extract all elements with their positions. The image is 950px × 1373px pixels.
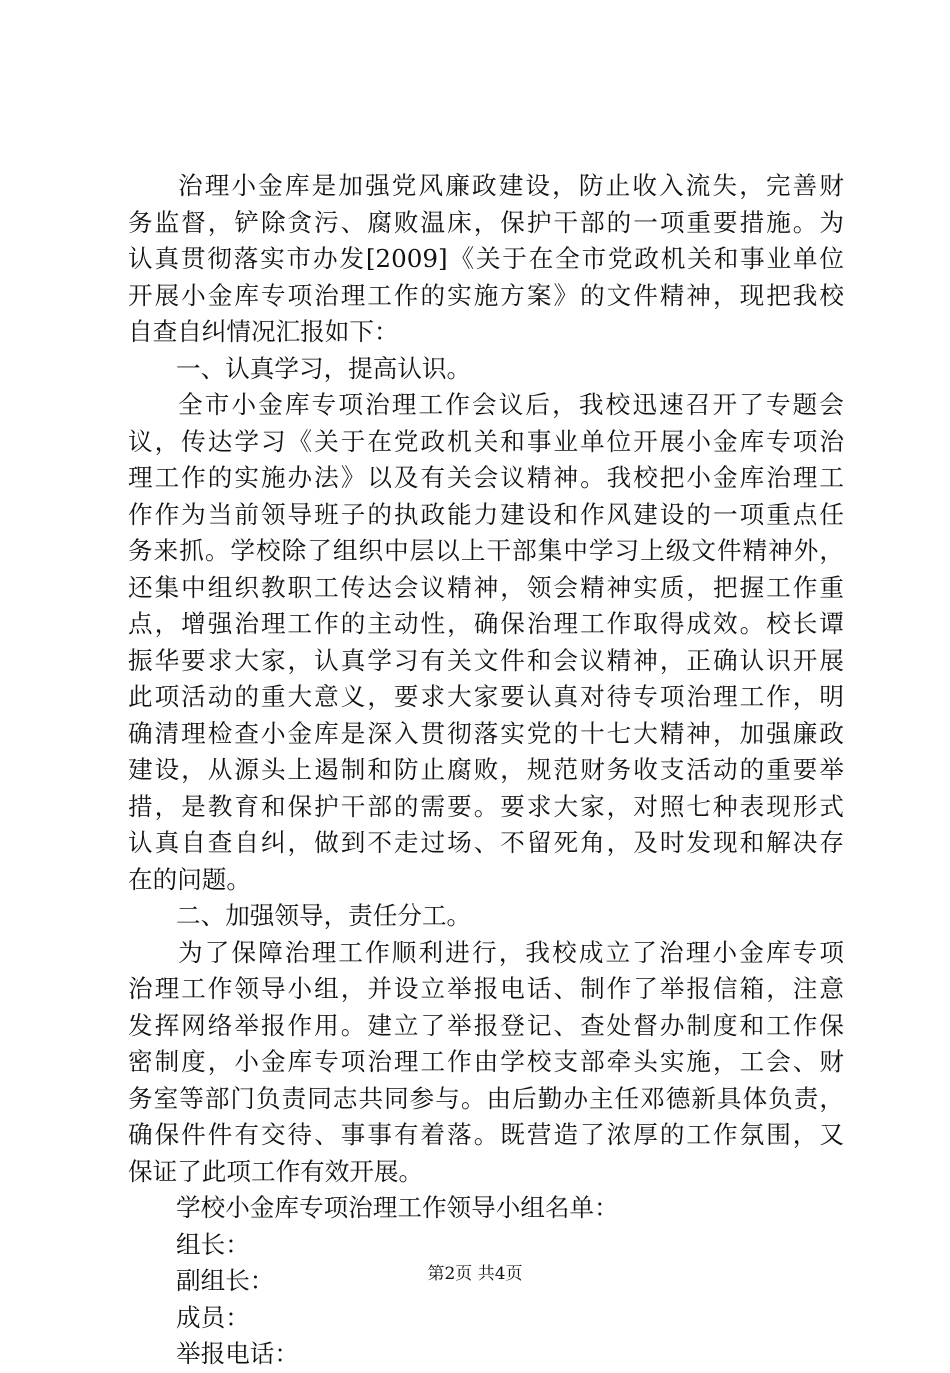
group-deputy-leader-label: 副组长： [176, 1266, 275, 1295]
group-leader-label: 组长： [176, 1229, 250, 1259]
paragraph-line: 认真自查自纠，做到不走过场、不留死角，及时发现和解决存 [128, 828, 844, 857]
paragraph-line: 务监督，铲除贪污、腐败温床，保护干部的一项重要措施。为 [128, 207, 844, 237]
section-heading-1: 一、认真学习，提高认识。 [176, 353, 472, 383]
section-heading-2: 二、加强领导，责任分工。 [176, 901, 472, 930]
paragraph-line: 建设，从源头上遏制和防止腐败，规范财务收支活动的重要举 [128, 755, 844, 784]
group-list-title: 学校小金库专项治理工作领导小组名单： [176, 1193, 619, 1222]
paragraph-line: 措，是教育和保护干部的需要。要求大家，对照七种表现形式 [128, 791, 844, 821]
report-phone-label: 举报电话： [176, 1339, 299, 1368]
paragraph-line: 治理小金库是加强党风廉政建设，防止收入流失，完善财 [178, 171, 844, 200]
group-list [128, 1227, 844, 1373]
section-2-paragraph [128, 935, 844, 1191]
paragraph-line: 发挥网络举报作用。建立了举报登记、查处督办制度和工作保 [128, 1010, 844, 1040]
section-1-paragraph [128, 387, 844, 898]
paragraph-line: 务室等部门负责同志共同参与。由后勤办主任邓德新具体负责， [128, 1083, 844, 1113]
paragraph-line: 还集中组织教职工传达会议精神，领会精神实质，把握工作重 [128, 572, 844, 602]
paragraph-line: 治理工作领导小组，并设立举报电话、制作了举报信箱，注意 [128, 974, 844, 1003]
page-number: 第2页 共4页 [427, 1264, 523, 1284]
paragraph-line: 务来抓。学校除了组织中层以上干部集中学习上级文件精神外， [128, 536, 844, 565]
paragraph-line: 保证了此项工作有效开展。 [128, 1156, 424, 1186]
paragraph-line: 此项活动的重大意义，要求大家要认真对待专项治理工作，明 [128, 682, 844, 711]
paragraph-line: 议，传达学习《关于在党政机关和事业单位开展小金库专项治 [128, 426, 844, 456]
page-footer [0, 1263, 950, 1285]
paragraph-line: 为了保障治理工作顺利进行，我校成立了治理小金库专项 [178, 937, 844, 967]
paragraph-line: 开展小金库专项治理工作的实施方案》的文件精神，现把我校 [128, 280, 844, 310]
paragraph-line: 密制度，小金库专项治理工作由学校支部牵头实施，工会、财 [128, 1047, 844, 1076]
paragraph-line: 全市小金库专项治理工作会议后，我校迅速召开了专题会 [178, 390, 844, 419]
paragraph-line: 理工作的实施办法》以及有关会议精神。我校把小金库治理工 [128, 463, 844, 492]
paragraph-line: 点，增强治理工作的主动性，确保治理工作取得成效。校长谭 [128, 609, 844, 638]
group-members-label: 成员： [176, 1302, 250, 1332]
paragraph-line: 在的问题。 [128, 864, 251, 894]
paragraph-line: 确清理检查小金库是深入贯彻落实党的十七大精神，加强廉政 [128, 718, 844, 748]
paragraph-line: 振华要求大家，认真学习有关文件和会议精神，正确认识开展 [128, 645, 844, 675]
document-body [128, 168, 844, 1373]
paragraph-line: 确保件件有交待、事事有着落。既营造了浓厚的工作氛围，又 [128, 1120, 844, 1149]
paragraph-line: 作作为当前领导班子的执政能力建设和作风建设的一项重点任 [128, 499, 844, 529]
paragraph-line: 自查自纠情况汇报如下： [128, 317, 399, 346]
paragraph-line: 认真贯彻落实市办发[2009]《关于在全市党政机关和事业单位 [128, 244, 844, 273]
intro-paragraph [128, 168, 844, 351]
